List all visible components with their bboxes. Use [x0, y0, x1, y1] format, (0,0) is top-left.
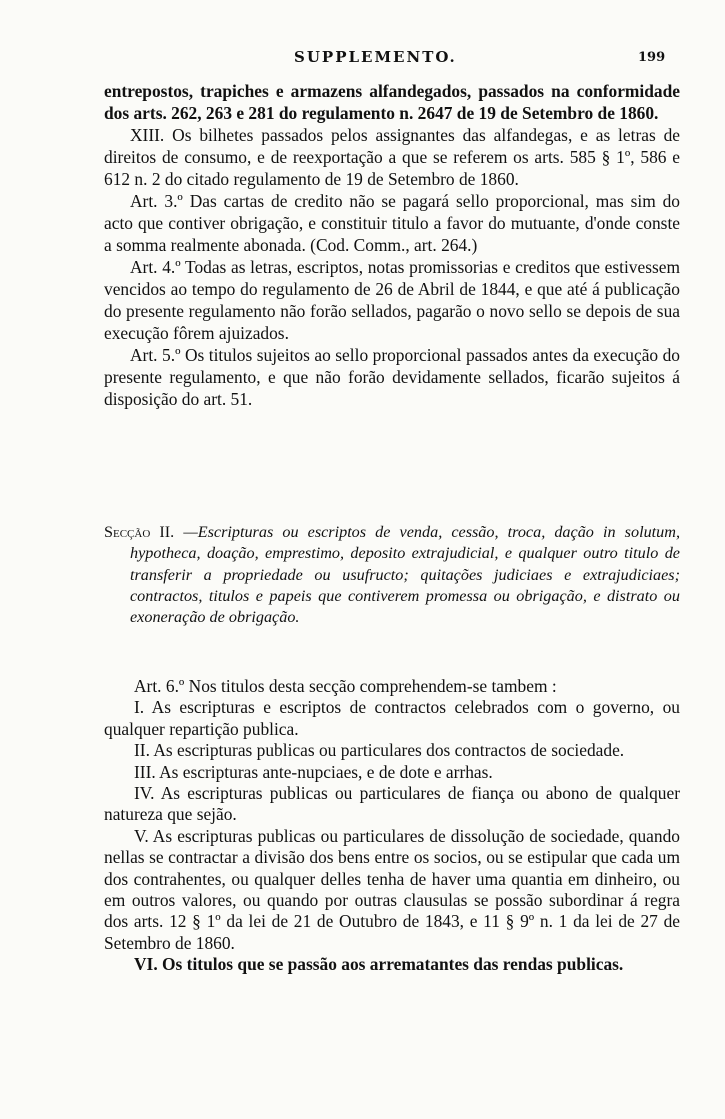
paragraph-art-4: Art. 4.º Todas as letras, escriptos, notas promissorias e creditos que estivessem vencidos ao tempo do regulamento de 26 de Abril de 1844, e que até á publicação do presente regulamento não forão sellados, pagarão o novo sello se depois de sua execução fôrem ajuizados.	[104, 257, 680, 343]
paragraph-art-5: Art. 5.º Os titulos sujeitos ao sello proporcional passados antes da execução do presente regulamento, e que não forão devidamente sellados, ficarão sujeitos á disposição do art. 51.	[104, 345, 680, 409]
section-label: Secção II.	[104, 523, 175, 541]
paragraph-art-6: Art. 6.º Nos titulos desta secção comprehendem-se tambem :	[134, 676, 557, 696]
paragraph-art-3: Art. 3.º Das cartas de credito não se pagará sello proporcional, mas sim do acto que contiver obrigação, e constituir titulo a favor do mutuante, d'onde conste a somma realmente abonada. (Cod. Comm., art. 264.)	[104, 191, 680, 255]
body-text	[104, 80, 680, 410]
list-item-ii: II. As escripturas publicas ou particulares dos contractos de sociedade.	[134, 740, 625, 761]
list-item-iv: IV. As escripturas publicas ou particulares de fiança ou abono de qualquer natureza que sejão.	[104, 783, 680, 825]
article-6-block	[104, 676, 680, 976]
page-header	[0, 46, 725, 70]
section-heading-text	[104, 522, 680, 628]
list-item-v: V. As escripturas publicas ou particulares de dissolução de sociedade, quando nellas se contractar a divisão dos bens entre os socios, ou se estipular que cada um dos contrahentes, ou qualquer delles tenha de haver uma quantia em dinheiro, ou em outros valores, ou quando por outras clausulas se possão subordinar á regra dos arts. 12 § 1º da lei de 21 de Outubro de 1843, e 11 § 9º n. 1 da lei de 27 de Setembro de 1860.	[104, 825, 680, 953]
section-heading	[104, 522, 680, 628]
paragraph-continuation: entrepostos, trapiches e armazens alfandegados, passados na conformidade dos arts. 262, 263 e 281 do regulamento n. 2647 de 19 de Setembro de 1860.	[104, 81, 680, 123]
list-item-i: I. As escripturas e escriptos de contractos celebrados com o governo, ou qualquer repartição publica.	[104, 697, 680, 739]
list-item-vi: VI. Os titulos que se passão aos arrematantes das rendas publicas.	[134, 954, 624, 975]
section-title: —Escripturas ou escriptos de venda, cessão, troca, dação in solutum, hypotheca, doação, emprestimo, deposito extrajudicial, e qualquer outro titulo de transferir a propriedade ou usufructo; quitações judiciaes e extrajudiciaes; contractos, titulos e papeis que contiverem promessa ou obrigação, e distrato ou exoneração de obrigação.	[130, 523, 680, 627]
paragraph-item-xiii: XIII. Os bilhetes passados pelos assignantes das alfandegas, e as letras de direitos de consumo, e de reexportação a que se referem os arts. 585 § 1º, 586 e 612 n. 2 do citado regulamento de 19 de Setembro de 1860.	[104, 125, 680, 189]
running-head: SUPPLEMENTO.	[294, 48, 457, 66]
page-number: 199	[638, 50, 666, 65]
list-item-iii: III. As escripturas ante-nupciaes, e de dote e arrhas.	[134, 761, 493, 782]
